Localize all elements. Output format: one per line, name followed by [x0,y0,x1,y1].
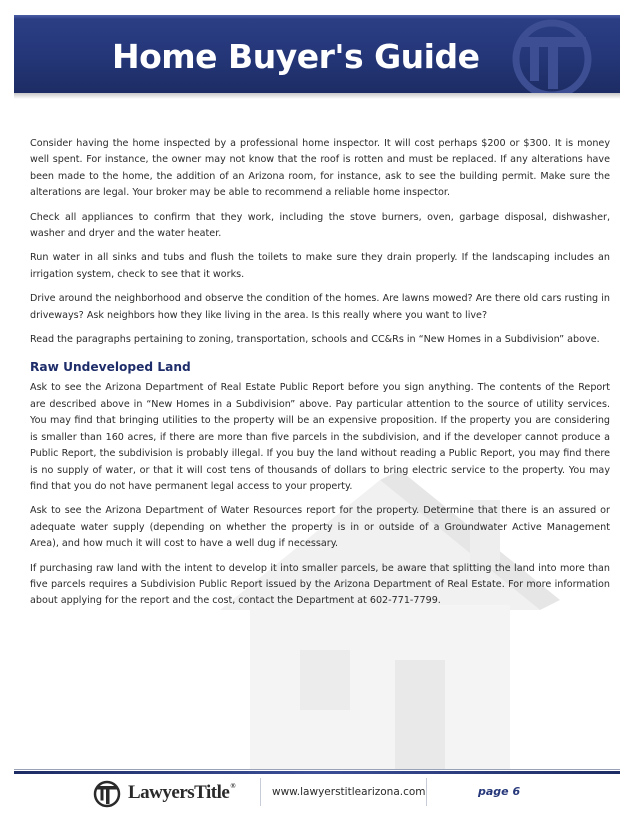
lawyers-title-logo-mark-icon [502,15,602,93]
paragraph-zoning: Read the paragraphs pertaining to zoning, transportation, schools and CC&Rs in “New Homes in a Subdivision” above. [30,334,600,346]
page-number: page 6 [478,785,521,798]
trademark-symbol: ® [230,782,236,790]
section-heading-raw-land: Raw Undeveloped Land [30,360,191,375]
footer-brand-name: LawyersTitle [128,782,230,803]
footer-website-link[interactable]: www.lawyerstitlearizona.com [272,786,426,798]
lawyers-title-emblem-icon [92,778,122,808]
paragraph-subdivision: If purchasing raw land with the intent to develop it into smaller parcels, be aware that splitting the land into more than five parcels requires a Subdivision Public Report issued by the Arizona Department of Real Estate. For more information about applying for the report and the cost, contact the Department at 602-771-7799. [30,562,610,607]
footer [14,769,620,813]
footer-divider [260,778,261,806]
footer-bar [14,771,620,774]
paragraph-appliances: Check all appliances to confirm that they work, including the stove burners, oven, garbage disposal, dishwasher, washer and dryer and the water heater. [30,211,610,240]
paragraph-public-report: Ask to see the Arizona Department of Real Estate Public Report before you sign anything. The contents of the Report are described above in “New Homes in a Subdivision” above. Pay particular attention to the source of utility services. You may find that bringing utilities to the property will be an expensive proposition. If the property you are considering is smaller than 160 acres, if there are more than five parcels in the subdivision, and if the developer cannot produce a Public Report, the subdivision is probably illegal. If you buy the land without reading a Public Report, you may find there is no supply of water, or that it will cost tens of thousands of dollars to bring electric service to the property. You may find that you do not have permanent legal access to your property. [30,382,610,492]
article-body [30,136,610,618]
footer-brand [128,782,235,804]
paragraph-plumbing: Run water in all sinks and tubs and flush the toilets to make sure they drain properly. If the landscaping includes an irrigation system, check to see that it works. [30,252,610,280]
paragraph-neighborhood: Drive around the neighborhood and observe the condition of the homes. Are lawns mowed? Are there old cars rusting in driveways? Ask neighbors how they like living in the area. Is this really where you want to live? [30,293,610,321]
paragraph-water-resources: Ask to see the Arizona Department of Water Resources report for the property. Determine that there is an assured or adequate water supply (depending on whether the property is in or outside of a Groundwater Active Management Area), and how much it will cost to have a well dug if necessary. [30,505,610,550]
paragraph-home-inspection: Consider having the home inspected by a professional home inspector. It will cost perhaps $200 or $300. It is money well spent. For instance, the owner may not know that the roof is rotten and must be replaced. If any alterations have been made to the home, the addition of an Arizona room, for instance, ask to see the building permit. Make sure the alterations are legal. Your broker may be able to recommend a reliable home inspector. [30,138,610,199]
header-shadow [14,93,620,99]
page-title: Home Buyer's Guide [112,37,480,76]
header-banner [14,15,620,93]
footer-divider [426,778,427,806]
